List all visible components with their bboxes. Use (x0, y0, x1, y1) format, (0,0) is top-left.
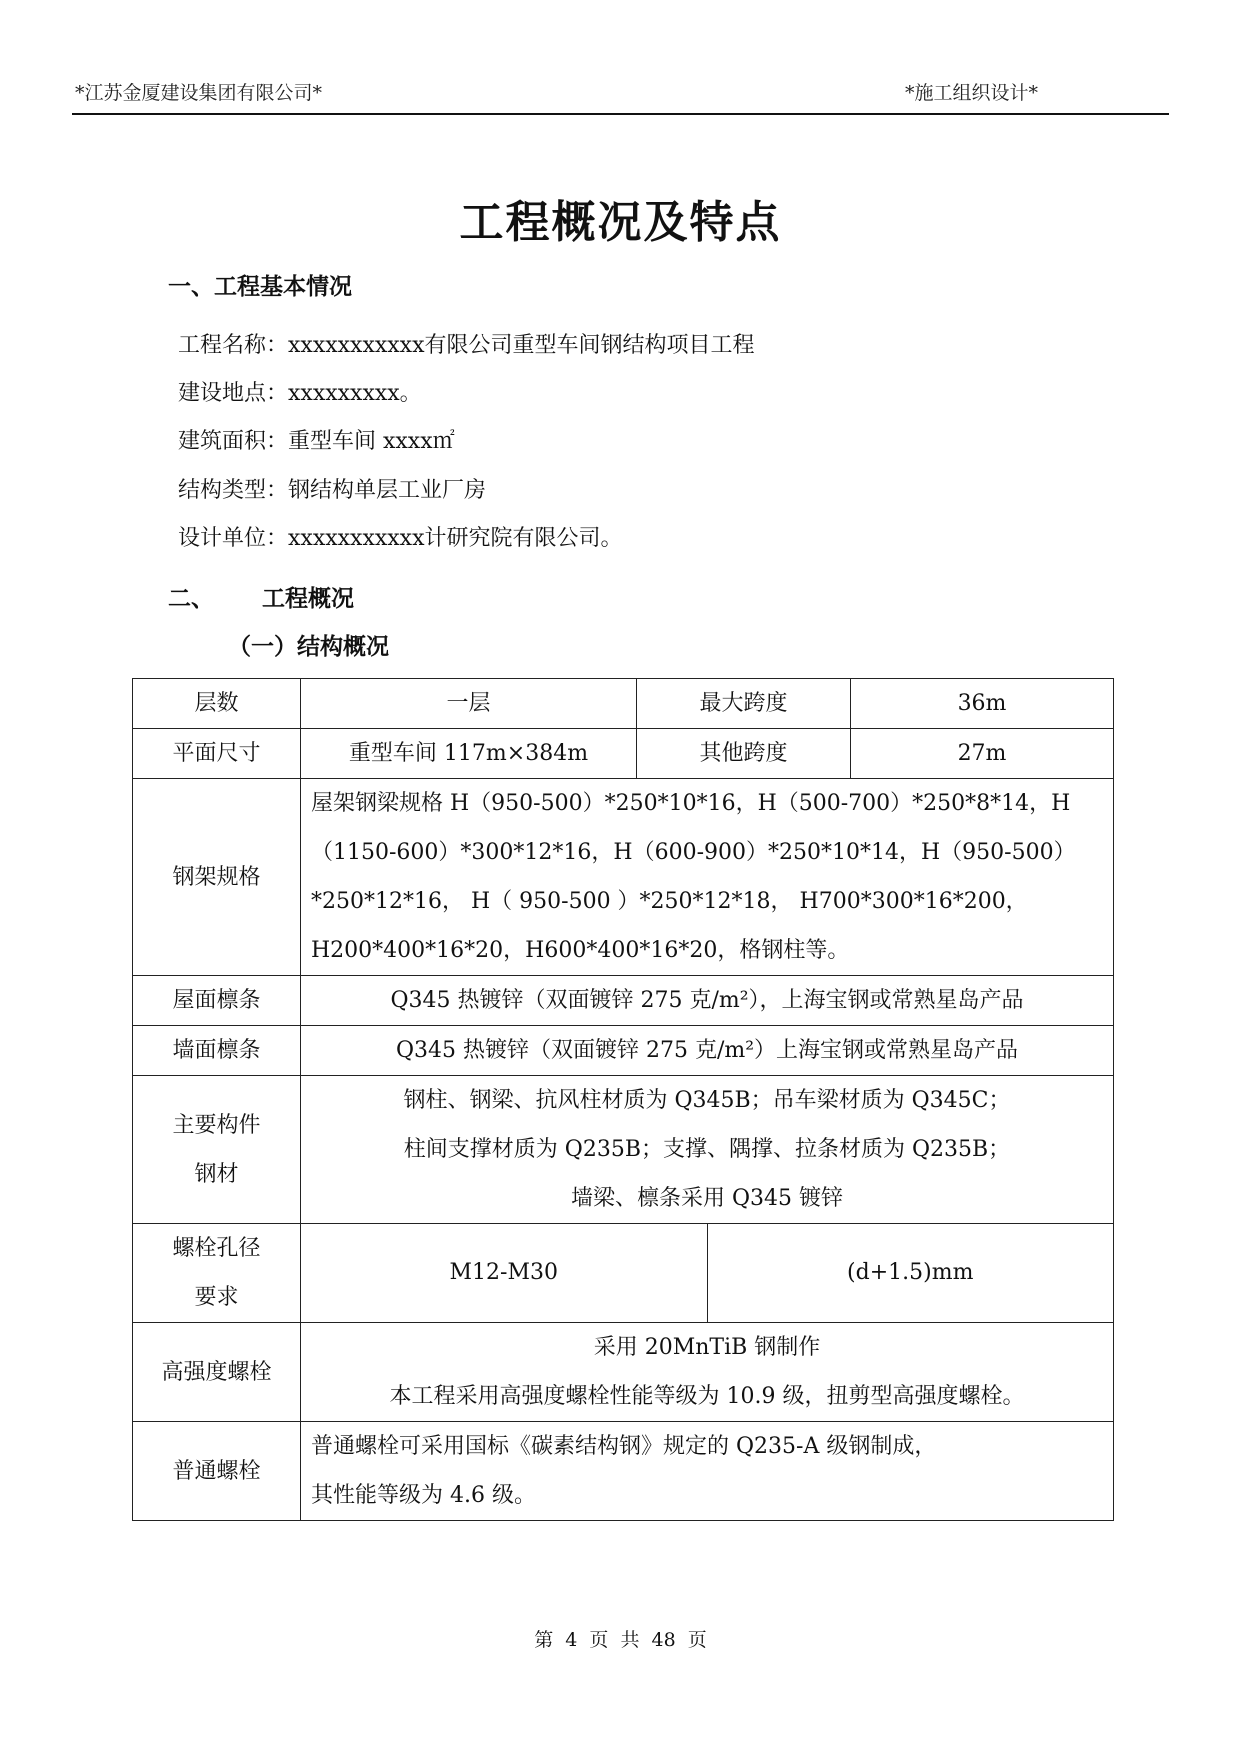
hs-bolt-line: 采用 20MnTiB 钢制作 (593, 1335, 821, 1360)
label-high-strength-bolt: 高强度螺栓 (133, 1323, 301, 1422)
info-area: 建筑面积：重型车间 xxxx㎡ (178, 429, 455, 454)
hs-bolt-line: 本工程采用高强度螺栓性能等级为 10.9 级，扭剪型高强度螺栓。 (389, 1384, 1025, 1409)
main-steel-line: 柱间支撑材质为 Q235B；支撑、隅撑、拉条材质为 Q235B； (403, 1137, 1011, 1162)
table-row (133, 1224, 1114, 1323)
label-bolt-hole (133, 1224, 301, 1323)
page-number: 第 4 页 共 48 页 (534, 1629, 707, 1651)
label-floors: 层数 (133, 679, 301, 729)
ordinary-bolt-line: 其性能等级为 4.6 级。 (311, 1483, 536, 1508)
label-ordinary-bolt: 普通螺栓 (133, 1422, 301, 1521)
table-row (133, 976, 1114, 1026)
value-roof-purlin: Q345 热镀锌（双面镀锌 275 克/m²），上海宝钢或常熟星岛产品 (301, 976, 1114, 1026)
structure-spec-table (132, 678, 1114, 1521)
label-wall-purlin: 墙面檩条 (133, 1026, 301, 1076)
label-line: 要求 (194, 1285, 239, 1310)
value-plan-size: 重型车间 117m×384m (301, 729, 637, 779)
value-max-span: 36m (851, 679, 1114, 729)
main-steel-line: 钢柱、钢梁、抗风柱材质为 Q345B；吊车梁材质为 Q345C； (403, 1088, 1011, 1113)
value-hole-diameter: (d+1.5)mm (847, 1260, 974, 1285)
bolt-hole-subtable (301, 1224, 1113, 1322)
frame-spec-line: （1150-600）*300*12*16，H（600-900）*250*10*14，H（950-500） (311, 840, 1076, 865)
info-structure-type: 结构类型：钢结构单层工业厂房 (178, 478, 487, 503)
value-floors: 一层 (301, 679, 637, 729)
header-company: *江苏金厦建设集团有限公司* (75, 82, 323, 104)
info-design-unit: 设计单位：xxxxxxxxxxx计研究院有限公司。 (178, 526, 623, 551)
label-line: 主要构件 (172, 1112, 261, 1138)
value-bolt-range: M12-M30 (301, 1224, 707, 1322)
label-frame-spec: 钢架规格 (133, 779, 301, 976)
header-doc-type: *施工组织设计* (905, 82, 1039, 104)
ordinary-bolt-line: 普通螺栓可采用国标《碳素结构钢》规定的 Q235-A 级钢制成， (311, 1434, 937, 1459)
label-plan-size: 平面尺寸 (133, 729, 301, 779)
table-row (133, 729, 1114, 779)
label-line: 螺栓孔径 (172, 1236, 261, 1261)
value-high-strength-bolt (301, 1323, 1114, 1422)
value-wall-purlin: Q345 热镀锌（双面镀锌 275 克/m²）上海宝钢或常熟星岛产品 (301, 1026, 1114, 1076)
label-line: 钢材 (194, 1161, 239, 1187)
label-main-steel (133, 1076, 301, 1224)
label-other-span: 其他跨度 (637, 729, 851, 779)
page-title: 工程概况及特点 (459, 197, 782, 248)
label-max-span: 最大跨度 (637, 679, 851, 729)
info-project-name: 工程名称：xxxxxxxxxxx有限公司重型车间钢结构项目工程 (178, 333, 755, 358)
value-main-steel (301, 1076, 1114, 1224)
table-row (133, 1323, 1114, 1422)
table-row (133, 1076, 1114, 1224)
value-other-span: 27m (851, 729, 1114, 779)
value-frame-spec (301, 779, 1114, 976)
table-row (133, 679, 1114, 729)
frame-spec-line: 屋架钢梁规格 H（950-500）*250*10*16，H（500-700）*250*8*14，H (311, 791, 1071, 816)
value-ordinary-bolt (301, 1422, 1114, 1521)
main-steel-line: 墙梁、檩条采用 Q345 镀锌 (570, 1186, 843, 1211)
section-heading-overview: 二、 工程概况 (168, 586, 355, 612)
label-roof-purlin: 屋面檩条 (133, 976, 301, 1026)
table-row (133, 779, 1114, 976)
bolt-hole-values (301, 1224, 1114, 1323)
frame-spec-line: H200*400*16*20，H600*400*16*20，格钢柱等。 (311, 938, 850, 963)
subsection-heading-structure: （一）结构概况 (228, 634, 389, 660)
frame-spec-line: *250*12*16， H（ 950-500 ）*250*12*18， H700*300*16*200， (311, 889, 1028, 914)
header-divider (72, 113, 1169, 115)
section-heading-basic: 一、工程基本情况 (168, 274, 352, 300)
table-row (133, 1026, 1114, 1076)
info-location: 建设地点：xxxxxxxxx。 (178, 381, 422, 406)
table-row (133, 1422, 1114, 1521)
table-row (301, 1224, 1113, 1322)
